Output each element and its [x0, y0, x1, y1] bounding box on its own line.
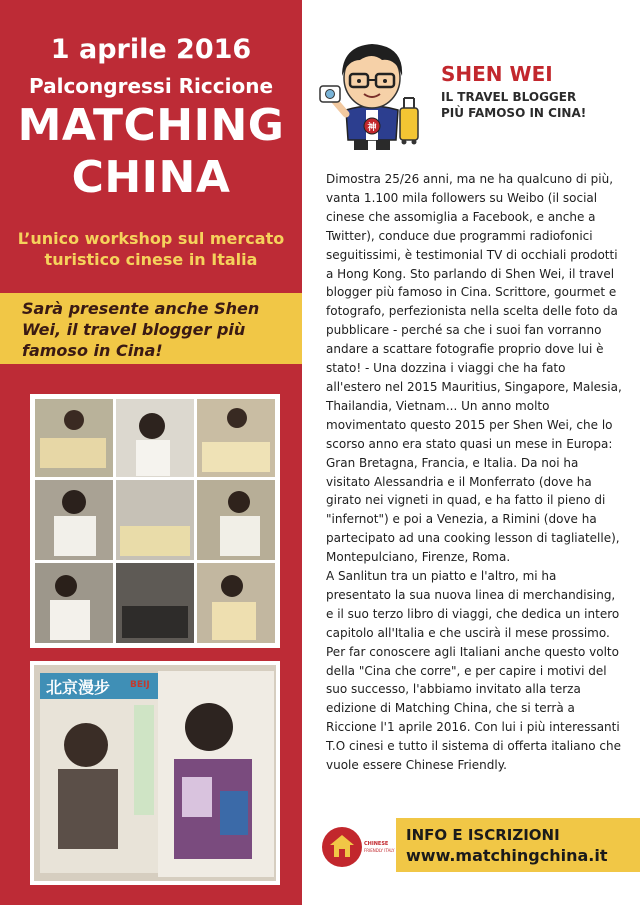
info-url-link[interactable]: www.matchingchina.it [406, 846, 608, 865]
chinese-friendly-italy-logo [320, 823, 395, 871]
magazine-corner-text: BEIJ [130, 680, 150, 690]
event-venue: Palcongressi Riccione [28, 74, 274, 98]
cooking-photo-collage [30, 394, 280, 648]
avatar-badge-glyph: 神 [367, 123, 377, 133]
article-body [326, 170, 622, 775]
event-tagline: L’unico workshop sul mercato turistico cinese in Italia [17, 229, 285, 269]
logo-text-1: CHINESE [364, 841, 389, 847]
event-title [0, 100, 302, 204]
headline-subtitle-line-2: PIÙ FAMOSO IN CINA! [441, 106, 587, 120]
headline-subtitle [441, 89, 631, 121]
article-paragraph: Dimostra 25/26 anni, ma ne ha qualcuno di più, vanta 1.100 mila followers su Weibo (il social cinese che assomiglia a Facebook, e anche a Twitter), conduce due programmi radiofonici seguitissimi, è testimonial TV di occhiali prodotti a Hong Kong. Sto parlando di Shen Wei, il travel blogger più famoso in Cina. Scrittore, gourmet e fotografo, perfezionista nella scelta delle foto da pubblicare - perché sa che i suoi fan vorranno andare a scattare fotografie proprio dove lui è stato! - Una dozzina i viaggi che ha fato all'estero nel 2015 Mauritius, Singapore, Malesia, Thailandia, Vietnam... Un anno molto movimentato questo 2015 per Shen Wei, che lo scorso anno era stato quasi un mese in Europa: Gran Bretagna, Francia, e Italia. Da noi ha visitato Alessandria e il Monferrato (dove ha girato nei vigneti in quad, e ha fatto il pieno di "infernot") e poi a Venezia, a Rimini (dove ha partecipato ad una cooking lesson di tagliatelle), Montepulciano, Firenze, Roma. [326, 172, 622, 565]
magazine-masthead: 北京漫步 [46, 678, 111, 697]
logo-text-2: FRIENDLY ITALY [364, 848, 395, 853]
info-title: INFO E ISCRIZIONI [406, 826, 560, 844]
event-title-line-1: MATCHING [17, 100, 285, 151]
event-title-line-2: CHINA [71, 152, 231, 203]
shen-wei-avatar [316, 36, 428, 156]
headline-name: SHEN WEI [441, 62, 553, 86]
headline-subtitle-line-1: IL TRAVEL BLOGGER [441, 90, 577, 104]
article-paragraph: A Sanlitun tra un piatto e l'altro, mi ha presentato la sua nuova linea di merchandising, e il suo terzo libro di viaggi, che dedica un intero capitolo all'Italia e che uscirà il mese prossimo. [326, 569, 620, 640]
article-paragraph: Per far conoscere agli Italiani anche questo volto della "Cina che corre", e per capire i motivi del suo successo, l'abbiamo invitato alla terza edizione di Matching China, che si terrà a Riccione l'1 aprile 2016. Con lui i più interessanti T.O cinesi e tutto il sistema di offerta italiano che vuole essere Chinese Friendly. [326, 644, 621, 773]
info-box [396, 818, 640, 872]
guest-callout: Sarà presente anche Shen Wei, il travel blogger più famoso in Cina! [0, 293, 302, 364]
magazine-photo [30, 661, 280, 885]
event-date: 1 aprile 2016 [50, 34, 252, 65]
left-panel [0, 0, 302, 905]
